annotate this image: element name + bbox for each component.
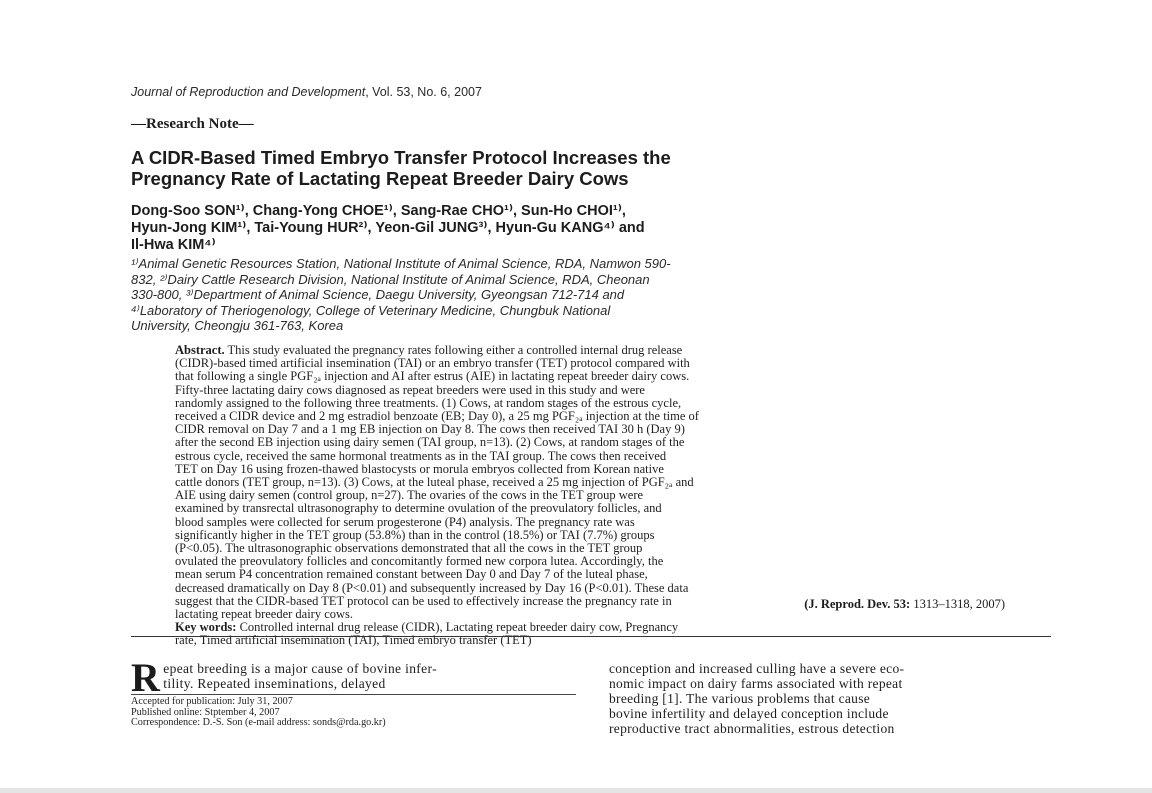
abstract-first-line: This study evaluated the pregnancy rates following either a controlled internal drug release xyxy=(224,344,683,357)
abstract-line: cattle donors (TET group, n=13). (3) Cows, at the luteal phase, received a 25 mg injection of PGF₂ₐ and xyxy=(175,476,694,490)
abstract-line: decreased dramatically on Day 8 (P<0.01) and subsequently increased by Day 16 (P<0.01). These data xyxy=(175,581,689,595)
author-list xyxy=(131,203,1031,254)
abstract-line: mean serum P4 concentration remained constant between Day 0 and Day 7 of the luteal phase, xyxy=(175,568,648,582)
journal-header xyxy=(131,85,482,99)
abstract-line: received a CIDR device and 2 mg estradiol benzoate (EB; Day 0), a 25 mg PGF₂ₐ injection at the time of xyxy=(175,410,699,424)
citation-pages: 1313–1318, 2007) xyxy=(910,597,1005,611)
footnote-correspondence: Correspondence: D.-S. Son (e-mail address: sonds@rda.go.kr) xyxy=(131,717,386,729)
abstract-line: suggest that the CIDR-based TET protocol can be used to effectively increase the pregnancy rate in xyxy=(175,594,672,608)
affiliation-line: ¹⁾Animal Genetic Resources Station, National Institute of Animal Science, RDA, Namwon 590- xyxy=(131,256,671,271)
affiliation-line: 330-800, ³⁾Department of Animal Science, Daegu University, Gyeongsan 712-714 and xyxy=(131,287,625,302)
abstract-line: significantly higher in the TET group (53.8%) than in the control (18.5%) or TAI (7.7%) groups xyxy=(175,528,655,542)
citation xyxy=(175,597,1005,612)
body-line: breeding [1]. The various problems that cause xyxy=(609,691,871,706)
affiliations xyxy=(131,256,1031,334)
keywords-text: Controlled internal drug release (CIDR), Lactating repeat breeder dairy cow, Pregnancy xyxy=(236,621,679,635)
article-title xyxy=(131,147,1031,189)
footnote-published: Published online: Stptember 4, 2007 xyxy=(131,706,280,718)
footnote-accepted: Accepted for publication: July 31, 2007 xyxy=(131,696,293,707)
keywords-label: Key words: xyxy=(175,621,237,635)
affiliation-line: University, Cheongju 361-763, Korea xyxy=(131,318,344,333)
abstract-line: blood samples were collected for serum progesterone (P4) analysis. The pregnancy rate was xyxy=(175,515,635,529)
abstract-line: randomly assigned to the following three treatments. (1) Cows, at random stages of the estrous cycle, xyxy=(175,396,682,410)
body-line: bovine infertility and delayed conception include xyxy=(609,706,889,721)
abstract-line: estrous cycle, received the same hormonal treatments as in the TAI group. The cows then received xyxy=(175,449,667,463)
abstract-line: TET on Day 16 using frozen-thawed blastocysts or morula embryos collected from Korean native xyxy=(175,462,664,476)
affiliation-line: 832, ²⁾Dairy Cattle Research Division, National Institute of Animal Science, RDA, Cheonan xyxy=(131,271,650,287)
abstract-line: examined by transrectal ultrasonography to determine ovulation of the preovulatory follicles, and xyxy=(175,502,662,516)
body-column-left xyxy=(131,655,576,700)
body-line: reproductive tract abnormalities, estrous detection xyxy=(609,721,895,736)
body-line: tility. Repeated inseminations, delayed xyxy=(163,676,386,691)
footnote-divider xyxy=(131,694,576,695)
drop-cap: R xyxy=(131,655,161,700)
journal-volume: , Vol. 53, No. 6, 2007 xyxy=(365,85,482,99)
body-column-right xyxy=(609,661,1051,736)
section-label: —Research Note— xyxy=(131,116,254,132)
body-line: epeat breeding is a major cause of bovine infer- xyxy=(163,661,437,676)
abstract-line: ovulated the preovulatory follicles and concomitantly formed new corpora lutea. Accordingly, the xyxy=(175,555,664,569)
abstract-line: (CIDR)-based timed artificial insemination (TAI) or an embryo transfer (TET) protocol compared with xyxy=(175,357,690,371)
body-line: conception and increased culling have a severe eco- xyxy=(609,661,905,676)
abstract-line: AIE using dairy semen (control group, n=27). The ovaries of the cows in the TET group were xyxy=(175,489,644,503)
abstract-line: that following a single PGF₂ₐ injection and AI after estrus (AIE) in lactating repeat breeder dairy cows. xyxy=(175,370,690,384)
viewer-bottom-edge xyxy=(0,788,1152,793)
title-line: A CIDR-Based Timed Embryo Transfer Protocol Increases the xyxy=(131,147,671,168)
abstract-line xyxy=(175,344,1008,357)
abstract-line: CIDR removal on Day 7 and a 1 mg EB injection on Day 8. The cows then received TAI 30 h (Day 9) xyxy=(175,423,685,437)
author-line: Dong-Soo SON¹⁾, Chang-Yong CHOE¹⁾, Sang-Rae CHO¹⁾, Sun-Ho CHOI¹⁾, xyxy=(131,203,626,219)
journal-name: Journal of Reproduction and Development xyxy=(131,85,366,99)
abstract-line: lactating repeat breeder dairy cows. xyxy=(175,608,354,622)
abstract-line: after the second EB injection using dairy semen (TAI group, n=13). (2) Cows, at random stages of the xyxy=(175,436,685,450)
section-divider xyxy=(131,636,1051,637)
abstract-label: Abstract. xyxy=(175,344,225,357)
citation-journal: (J. Reprod. Dev. 53: xyxy=(804,597,911,611)
abstract-line: Fifty-three lactating dairy cows diagnosed as repeat breeders were used in this study and were xyxy=(175,383,645,397)
affiliation-line: ⁴⁾Laboratory of Theriogenology, College of Veterinary Medicine, Chungbuk National xyxy=(131,302,611,318)
body-line: nomic impact on dairy farms associated with repeat xyxy=(609,676,903,691)
author-line: Il-Hwa KIM⁴⁾ xyxy=(131,237,216,253)
abstract-line: (P<0.05). The ultrasonographic observations demonstrated that all the cows in the TET group xyxy=(175,542,643,556)
keywords-line xyxy=(175,621,1008,634)
keywords-line: rate, Timed artificial insemination (TAI), Timed embryo transfer (TET) xyxy=(175,634,532,648)
footnotes xyxy=(131,697,581,729)
author-line: Hyun-Jong KIM¹⁾, Tai-Young HUR²⁾, Yeon-Gil JUNG³⁾, Hyun-Gu KANG⁴⁾ and xyxy=(131,220,645,236)
title-line: Pregnancy Rate of Lactating Repeat Breeder Dairy Cows xyxy=(131,168,629,189)
